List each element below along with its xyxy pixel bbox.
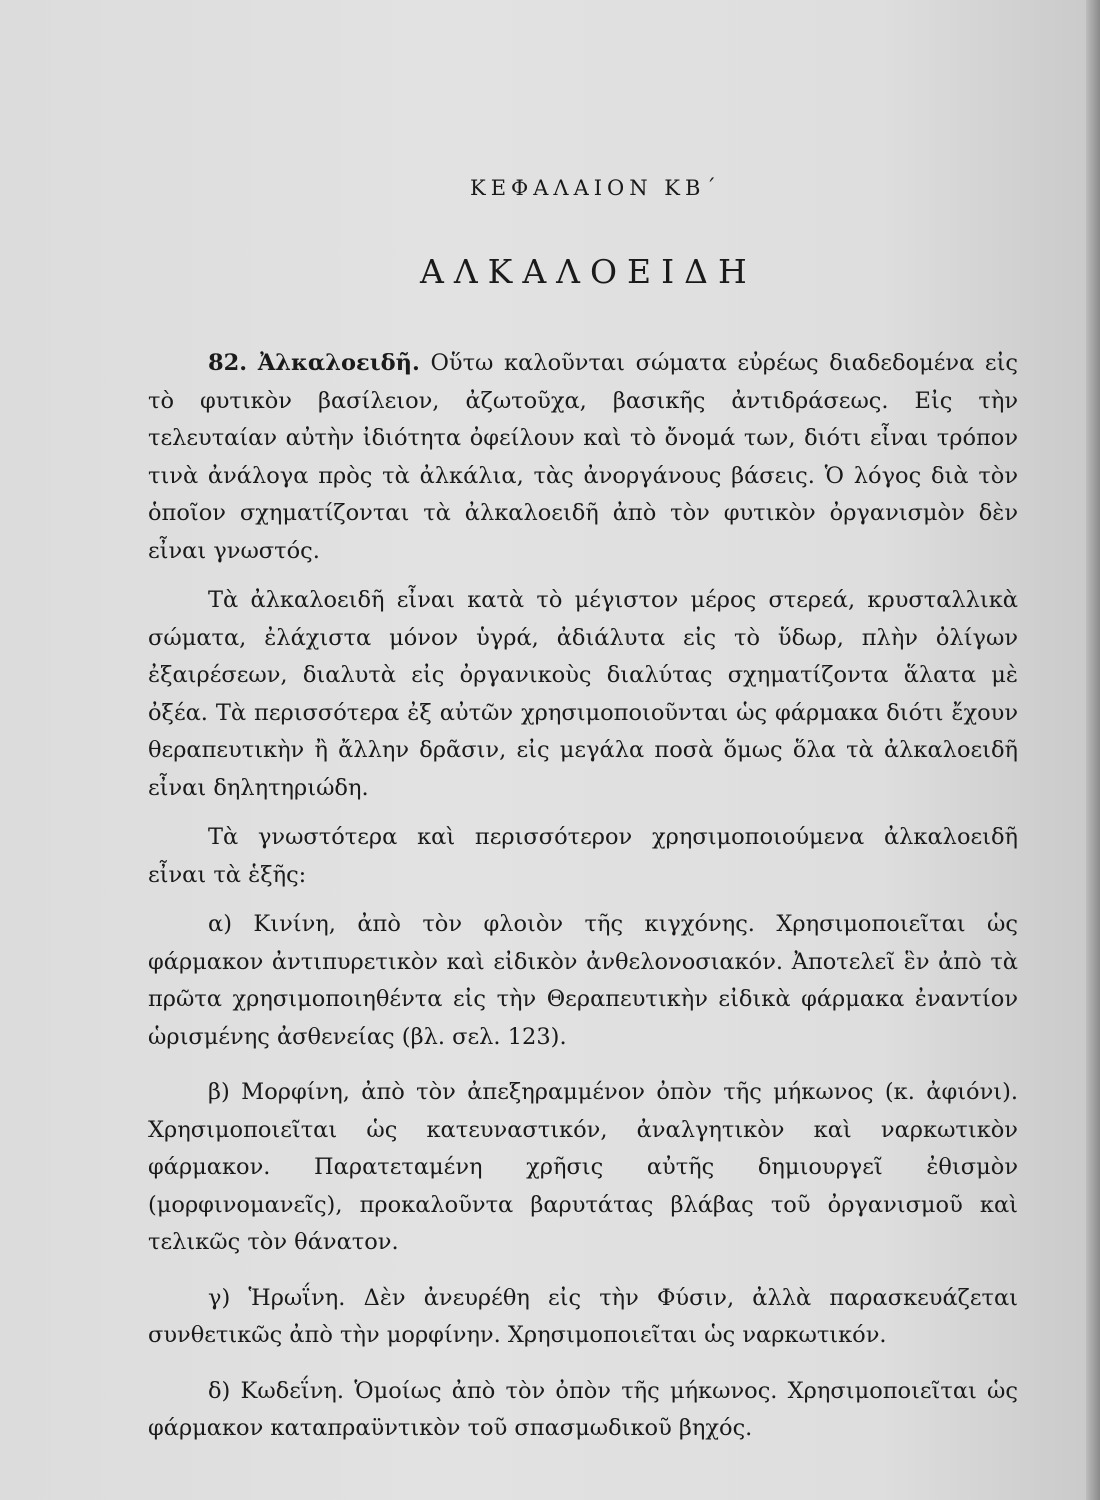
item-text: Δὲν ἀνευρέθη εἰς τὴν Φύσιν, ἀλλὰ παρασκευάζεται συνθετικῶς ἀπὸ τὴν μορφίνην. Χρησιμοποιεῖται ὡς ναρκωτικόν. bbox=[148, 1284, 1018, 1348]
item-text: ἀπὸ τὸν φλοιὸν τῆς κιγχόνης. Χρησιμοποιεῖται ὡς φάρμακον ἀντιπυρετικὸν καὶ εἰδικὸν ἀνθελονοσιακόν. Ἀποτελεῖ ἓν ἀπὸ τὰ πρῶτα χρησιμοποιηθέντα εἰς τὴν Θεραπευτικὴν εἰδικὰ φάρμακα ἐναντίον ὡρισμένης ἀσθενείας (βλ. σελ. 123). bbox=[148, 911, 1018, 1050]
list-item-heroin bbox=[148, 1280, 1018, 1355]
item-text: ἀπὸ τὸν ἀπεξηραμμένον ὀπὸν τῆς μήκωνος (κ. ἀφιόνι). Χρησιμοποιεῖται ὡς κατευναστικόν, ἀναλγητικὸν καὶ ναρκωτικὸν φάρμακον. Παρατεταμένη χρῆσις αὐτῆς δημιουργεῖ ἐθισμὸν (μορφινομανεῖς), προκαλοῦντα βαρυτάτας βλάβας τοῦ ὀργανισμοῦ καὶ τελικῶς τὸν θάνατον. bbox=[148, 1079, 1019, 1255]
item-label: δ) Κωδεΐνη. bbox=[208, 1377, 345, 1404]
page-spine-shadow bbox=[1086, 0, 1100, 1500]
item-label: β) Μορφίνη, bbox=[208, 1079, 350, 1105]
chapter-title: ΑΛΚΑΛΟΕΙΔΗ bbox=[420, 252, 757, 291]
section-heading: Ἀλκαλοειδῆ. bbox=[257, 350, 420, 376]
item-label: γ) Ἡρωΐνη. bbox=[208, 1284, 346, 1311]
section-number: 82. bbox=[208, 350, 248, 376]
list-intro-paragraph: Τὰ γνωστότερα καὶ περισσότερον χρησιμοποιούμενα ἀλκαλοειδῆ εἶναι τὰ ἑξῆς: bbox=[148, 824, 1018, 888]
section-intro-paragraph bbox=[148, 345, 1018, 570]
list-item-quinine bbox=[148, 906, 1018, 1056]
body-text bbox=[148, 345, 1018, 1466]
item-label: α) Κινίνη, bbox=[208, 911, 336, 937]
list-item-morphine bbox=[148, 1074, 1018, 1262]
chapter-label: ΚΕΦΑΛΑΙΟΝ ΚΒ΄ bbox=[470, 176, 721, 200]
list-item-codeine bbox=[148, 1373, 1018, 1448]
properties-paragraph: Τὰ ἀλκαλοειδῆ εἶναι κατὰ τὸ μέγιστον μέρος στερεά, κρυσταλλικὰ σώματα, ἐλάχιστα μόνον ὑγρά, ἀδιάλυτα εἰς τὸ ὕδωρ, πλὴν ὀλίγων ἐξαιρέσεων, διαλυτὰ εἰς ὀργανικοὺς διαλύτας σχηματίζοντα ἅλατα μὲ ὀξέα. Τὰ περισσότερα ἐξ αὐτῶν χρησιμοποιοῦνται ὡς φάρμακα διότι ἔχουν θεραπευτικὴν ἢ ἄλλην δρᾶσιν, εἰς μεγάλα ποσὰ ὅμως ὅλα τὰ ἀλκαλοειδῆ εἶναι δηλητηριώδη. bbox=[148, 587, 1018, 801]
item-text: Ὁμοίως ἀπὸ τὸν ὀπὸν τῆς μήκωνος. Χρησιμοποιεῖται ὡς φάρμακον καταπραϋντικὸν τοῦ σπασμωδικοῦ βηχός. bbox=[148, 1377, 1019, 1441]
section-intro-text: Οὕτω καλοῦνται σώματα εὐρέως διαδεδομένα εἰς τὸ φυτικὸν βασίλειον, ἀζωτοῦχα, βασικῆς ἀντιδράσεως. Εἰς τὴν τελευταίαν αὐτὴν ἰδιότητα ὀφείλουν καὶ τὸ ὄνομά των, διότι εἶναι τρόπον τινὰ ἀνάλογα πρὸς τὰ ἀλκάλια, τὰς ἀνοργάνους βάσεις. Ὁ λόγος διὰ τὸν ὁποῖον σχηματίζονται τὰ ἀλκαλοειδῆ ἀπὸ τὸν φυτικὸν ὀργανισμὸν δὲν εἶναι γνωστός. bbox=[148, 350, 1019, 564]
